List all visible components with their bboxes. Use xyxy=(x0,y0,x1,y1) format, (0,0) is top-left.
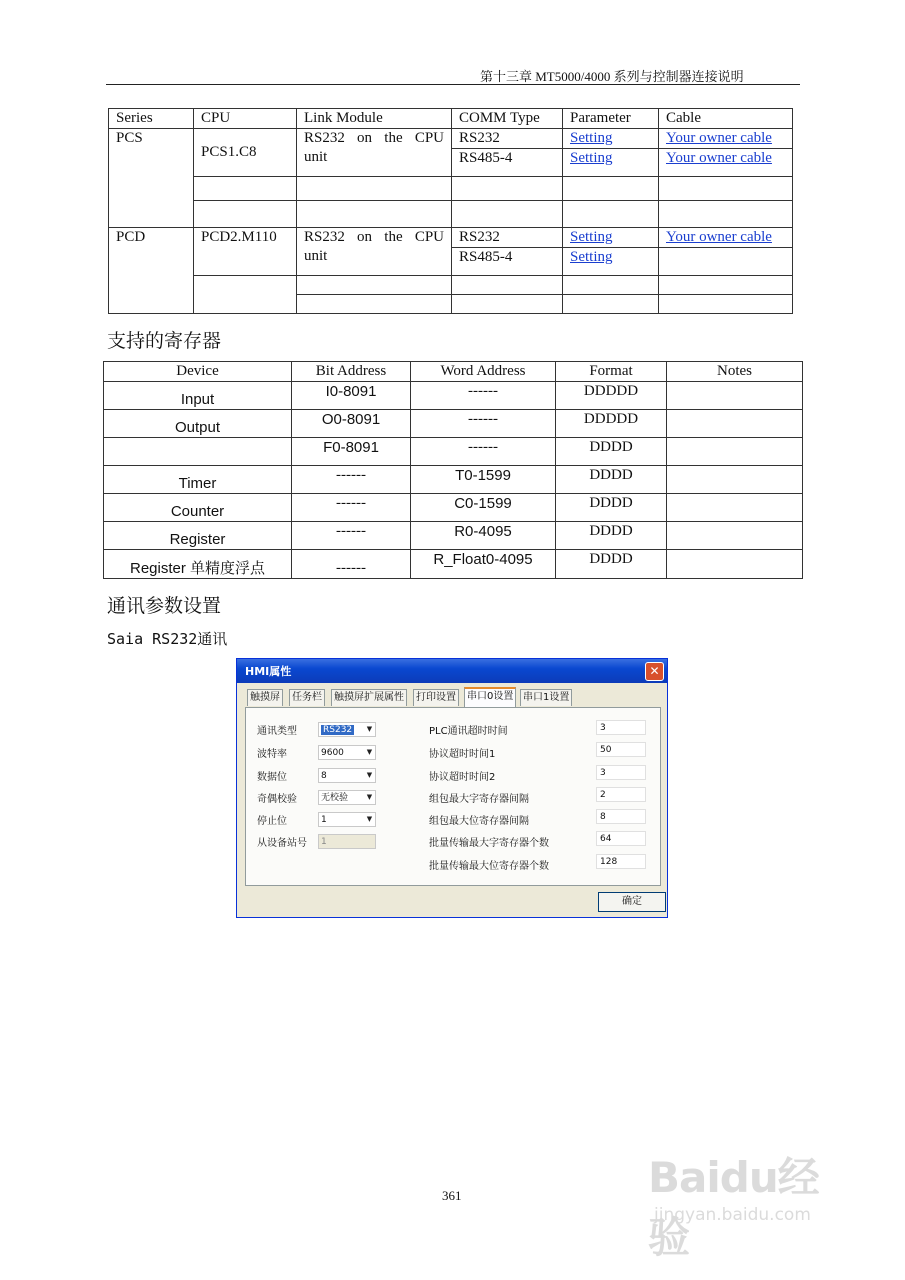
notes-cell xyxy=(667,494,803,522)
bit-gap-input[interactable]: 8 xyxy=(596,809,646,824)
col-header: Notes xyxy=(667,362,803,382)
field-label: 协议超时时间2 xyxy=(429,772,496,783)
empty-cell xyxy=(563,177,659,201)
empty-cell xyxy=(452,177,563,201)
comm-heading: 通讯参数设置 xyxy=(107,595,222,617)
format-cell: DDDD xyxy=(556,550,667,579)
word-cell: T0-1599 xyxy=(411,466,556,494)
tab-print[interactable]: 打印设置 xyxy=(413,689,459,706)
dropdown-arrow-icon: ▼ xyxy=(366,771,373,779)
empty-cell xyxy=(194,276,297,314)
dialog-titlebar xyxy=(237,659,667,683)
settings-panel xyxy=(245,707,661,886)
table-row xyxy=(104,438,803,466)
series-cell: PCS xyxy=(109,129,194,228)
setting-link[interactable]: Setting xyxy=(570,130,613,146)
empty-cell xyxy=(659,248,793,276)
table-row xyxy=(104,522,803,550)
data-bits-select[interactable] xyxy=(318,768,376,783)
cpu-cell: PCS1.C8 xyxy=(194,129,297,177)
field-label: 批量传输最大位寄存器个数 xyxy=(429,861,549,872)
field-label: 组包最大位寄存器间隔 xyxy=(429,816,529,827)
device-cell: Timer xyxy=(104,466,292,494)
plc-timeout-input[interactable]: 3 xyxy=(596,720,646,735)
word-cell: R0-4095 xyxy=(411,522,556,550)
select-value: 1 xyxy=(321,815,327,825)
word-cell: ------ xyxy=(411,382,556,410)
field-label: 批量传输最大字寄存器个数 xyxy=(429,838,549,849)
series-table xyxy=(108,108,793,314)
col-header: CPU xyxy=(194,109,297,129)
param-cell xyxy=(563,228,659,248)
empty-cell xyxy=(659,295,793,314)
empty-cell xyxy=(452,201,563,228)
select-value: RS232 xyxy=(323,725,353,735)
col-header: Parameter xyxy=(563,109,659,129)
module-cell xyxy=(297,129,452,177)
empty-cell xyxy=(297,276,452,295)
format-cell: DDDD xyxy=(556,438,667,466)
bit-cell: ------ xyxy=(292,466,411,494)
device-cell: Counter xyxy=(104,494,292,522)
notes-cell xyxy=(667,550,803,579)
col-header: Device xyxy=(104,362,292,382)
param-cell xyxy=(563,149,659,177)
word-cell: C0-1599 xyxy=(411,494,556,522)
notes-cell xyxy=(667,382,803,410)
field-label: 通讯类型 xyxy=(257,726,297,737)
baud-rate-select[interactable] xyxy=(318,745,376,760)
col-header: Bit Address xyxy=(292,362,411,382)
watermark-url: jingyan.baidu.com xyxy=(654,1205,811,1225)
dropdown-arrow-icon: ▼ xyxy=(366,815,373,823)
table-row xyxy=(104,494,803,522)
bit-cell: ------ xyxy=(292,494,411,522)
notes-cell xyxy=(667,466,803,494)
empty-cell xyxy=(659,276,793,295)
empty-cell xyxy=(563,295,659,314)
table-row xyxy=(104,382,803,410)
field-label: PLC通讯超时时间 xyxy=(429,726,508,737)
notes-cell xyxy=(667,410,803,438)
header-rule xyxy=(106,84,800,85)
bit-cell: I0-8091 xyxy=(292,382,411,410)
comm-cell: RS232 xyxy=(452,129,563,149)
chapter-header: 第十三章 MT5000/4000 系列与控制器连接说明 xyxy=(480,69,744,84)
field-label: 从设备站号 xyxy=(257,838,307,849)
bit-cell: ------ xyxy=(292,550,411,579)
empty-cell xyxy=(659,177,793,201)
close-icon[interactable]: ✕ xyxy=(645,662,664,681)
bit-cell: F0-8091 xyxy=(292,438,411,466)
setting-link[interactable]: Setting xyxy=(570,229,613,245)
word-cell: ------ xyxy=(411,410,556,438)
word-cell: ------ xyxy=(411,438,556,466)
field-label: 停止位 xyxy=(257,816,287,827)
device-cell: Input xyxy=(104,382,292,410)
parity-select[interactable] xyxy=(318,790,376,805)
device-cell: Register 单精度浮点 xyxy=(104,550,292,579)
empty-cell xyxy=(297,201,452,228)
word-gap-input[interactable]: 2 xyxy=(596,787,646,802)
empty-cell xyxy=(297,295,452,314)
table-row xyxy=(104,466,803,494)
format-cell: DDDD xyxy=(556,466,667,494)
register-table xyxy=(103,361,803,579)
field-label: 协议超时时间1 xyxy=(429,749,496,760)
dropdown-arrow-icon: ▼ xyxy=(366,793,373,801)
table-row xyxy=(104,410,803,438)
slave-id-field: 1 xyxy=(318,834,376,849)
field-label: 奇偶校验 xyxy=(257,794,297,805)
field-label: 组包最大字寄存器间隔 xyxy=(429,794,529,805)
watermark-brand: Baidu经验 xyxy=(648,1153,819,1262)
select-value: 8 xyxy=(321,771,327,781)
param-cell xyxy=(563,129,659,149)
page-number: 361 xyxy=(442,1188,462,1203)
baidu-watermark xyxy=(648,1145,858,1262)
empty-cell xyxy=(194,177,297,201)
tab-touchscreen-ext[interactable]: 触摸屏扩展属性 xyxy=(331,689,407,706)
format-cell: DDDD xyxy=(556,522,667,550)
dropdown-arrow-icon: ▼ xyxy=(366,725,373,733)
max-bit-count-input[interactable]: 128 xyxy=(596,854,646,869)
param-cell xyxy=(563,248,659,276)
select-value: 无校验 xyxy=(321,793,349,803)
empty-cell xyxy=(563,276,659,295)
cable-link[interactable]: Your owner cable xyxy=(666,130,772,146)
empty-cell xyxy=(297,177,452,201)
protocol-timeout2-input[interactable]: 3 xyxy=(596,765,646,780)
empty-cell xyxy=(563,201,659,228)
bit-cell: ------ xyxy=(292,522,411,550)
notes-cell xyxy=(667,438,803,466)
protocol-timeout1-input[interactable]: 50 xyxy=(596,742,646,757)
module-cell xyxy=(297,228,452,276)
empty-cell xyxy=(659,201,793,228)
setting-link[interactable]: Setting xyxy=(570,150,613,166)
col-header: Link Module xyxy=(297,109,452,129)
max-word-count-input[interactable]: 64 xyxy=(596,831,646,846)
tab-serial0[interactable]: 串口0设置 xyxy=(464,687,516,708)
col-header: Cable xyxy=(659,109,793,129)
format-cell: DDDDD xyxy=(556,410,667,438)
bit-cell: O0-8091 xyxy=(292,410,411,438)
notes-cell xyxy=(667,522,803,550)
tab-serial1[interactable]: 串口1设置 xyxy=(520,689,572,706)
comm-cell: RS485-4 xyxy=(452,248,563,276)
ok-button[interactable]: 确定 xyxy=(598,892,666,912)
comm-cell: RS232 xyxy=(452,228,563,248)
device-cell: Output xyxy=(104,410,292,438)
module-text-line: RS232 on the CPU xyxy=(304,130,444,146)
col-header: Word Address xyxy=(411,362,556,382)
dialog-title: HMI属性 xyxy=(245,665,292,678)
word-cell: R_Float0-4095 xyxy=(411,550,556,579)
col-header: Series xyxy=(109,109,194,129)
table-row xyxy=(104,550,803,579)
device-cell: Register xyxy=(104,522,292,550)
comm-cell: RS485-4 xyxy=(452,149,563,177)
module-text-line: RS232 on the CPU xyxy=(304,229,444,245)
format-cell: DDDD xyxy=(556,494,667,522)
cable-cell xyxy=(659,228,793,248)
col-header: Format xyxy=(556,362,667,382)
module-text-line: unit xyxy=(304,149,328,165)
cable-link[interactable]: Your owner cable xyxy=(666,150,772,166)
hmi-properties-dialog xyxy=(236,658,668,918)
tab-touchscreen[interactable]: 触摸屏 xyxy=(247,689,283,706)
format-cell: DDDDD xyxy=(556,382,667,410)
module-text-line: unit xyxy=(304,248,328,264)
field-label: 波特率 xyxy=(257,749,287,760)
saia-heading: Saia RS232通讯 xyxy=(107,630,228,648)
field-label: 数据位 xyxy=(257,772,287,783)
dropdown-arrow-icon: ▼ xyxy=(366,748,373,756)
select-value: 9600 xyxy=(321,748,344,758)
col-header: COMM Type xyxy=(452,109,563,129)
device-cell xyxy=(104,438,292,466)
empty-cell xyxy=(194,201,297,228)
cable-cell xyxy=(659,129,793,149)
comm-type-select[interactable] xyxy=(318,722,376,737)
cable-cell xyxy=(659,149,793,177)
tab-taskbar[interactable]: 任务栏 xyxy=(289,689,325,706)
registers-heading: 支持的寄存器 xyxy=(107,330,222,352)
cable-link[interactable]: Your owner cable xyxy=(666,229,772,245)
empty-cell xyxy=(452,276,563,295)
series-cell: PCD xyxy=(109,228,194,314)
cpu-cell: PCD2.M110 xyxy=(194,228,297,276)
stop-bits-select[interactable] xyxy=(318,812,376,827)
empty-cell xyxy=(452,295,563,314)
setting-link[interactable]: Setting xyxy=(570,249,613,265)
